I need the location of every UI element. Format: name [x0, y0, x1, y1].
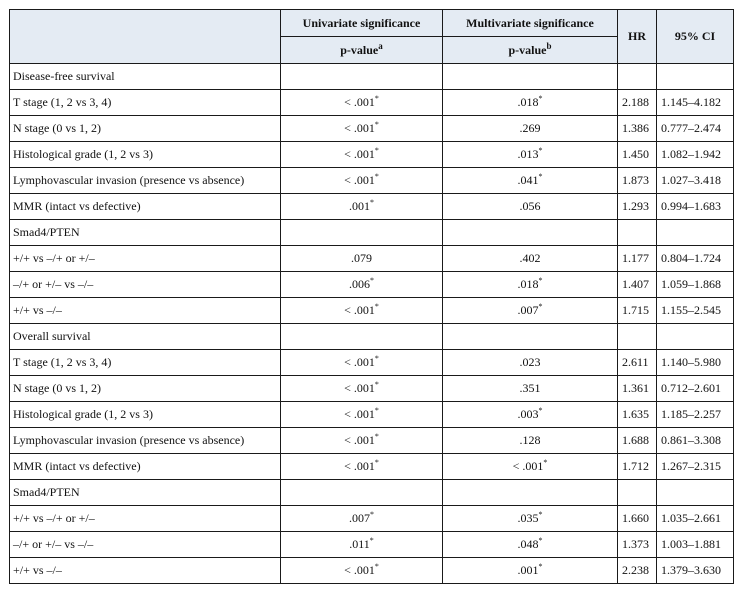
variable-label: N stage (0 vs 1, 2) [10, 376, 281, 402]
univariate-significance-marker: * [374, 146, 379, 155]
univariate-value: .079 [351, 251, 372, 265]
univariate-pvalue [281, 428, 443, 454]
empty-cell [281, 220, 443, 246]
confidence-interval: 1.082–1.942 [657, 142, 734, 168]
univariate-pvalue [281, 246, 443, 272]
table-row [10, 376, 734, 402]
univariate-value: < .001 [344, 303, 375, 317]
section-label: Overall survival [10, 324, 281, 350]
univariate-pvalue [281, 168, 443, 194]
hazard-ratio: 1.873 [618, 168, 657, 194]
multivariate-pvalue [443, 298, 618, 324]
hazard-ratio: 1.450 [618, 142, 657, 168]
table-row [10, 142, 734, 168]
univariate-value: .001 [349, 199, 370, 213]
survival-analysis-table [9, 9, 734, 584]
multivariate-pvalue [443, 246, 618, 272]
table-row [10, 402, 734, 428]
multivariate-value: .035 [517, 511, 539, 525]
hazard-ratio: 1.293 [618, 194, 657, 220]
multivariate-value: < .001 [512, 459, 544, 473]
table-row [10, 350, 734, 376]
header-univariate-pvalue [281, 37, 443, 64]
univariate-value: < .001 [344, 407, 375, 421]
empty-cell [281, 64, 443, 90]
multivariate-significance-marker: * [538, 510, 543, 519]
hazard-ratio: 1.361 [618, 376, 657, 402]
hazard-ratio: 1.373 [618, 532, 657, 558]
hazard-ratio: 2.611 [618, 350, 657, 376]
variable-label: +/+ vs –/+ or +/– [10, 506, 281, 532]
multivariate-significance-marker: * [538, 146, 543, 155]
empty-cell [281, 324, 443, 350]
confidence-interval: 1.140–5.980 [657, 350, 734, 376]
univariate-significance-marker: * [374, 458, 379, 467]
variable-label: Lymphovascular invasion (presence vs absence) [10, 168, 281, 194]
variable-label: N stage (0 vs 1, 2) [10, 116, 281, 142]
confidence-interval: 0.994–1.683 [657, 194, 734, 220]
univariate-pvalue [281, 298, 443, 324]
table-row [10, 298, 734, 324]
multivariate-value: .041 [517, 173, 539, 187]
hazard-ratio: 1.635 [618, 402, 657, 428]
multivariate-pvalue [443, 272, 618, 298]
variable-label: –/+ or +/– vs –/– [10, 272, 281, 298]
multivariate-value: .351 [519, 381, 541, 395]
variable-label: MMR (intact vs defective) [10, 454, 281, 480]
confidence-interval: 1.185–2.257 [657, 402, 734, 428]
variable-label: T stage (1, 2 vs 3, 4) [10, 350, 281, 376]
confidence-interval: 0.777–2.474 [657, 116, 734, 142]
table-row [10, 90, 734, 116]
univariate-significance-marker: * [370, 198, 374, 207]
empty-cell [618, 64, 657, 90]
univariate-value: < .001 [344, 173, 375, 187]
hazard-ratio: 1.177 [618, 246, 657, 272]
header-variable-blank [10, 10, 281, 64]
univariate-significance-marker: * [374, 406, 379, 415]
univariate-pvalue-label: p-value [340, 42, 379, 57]
multivariate-significance-marker: * [543, 458, 548, 467]
header-multivariate: Multivariate significance [443, 10, 618, 37]
univariate-pvalue [281, 402, 443, 428]
univariate-pvalue [281, 506, 443, 532]
variable-label: Histological grade (1, 2 vs 3) [10, 402, 281, 428]
confidence-interval: 1.379–3.630 [657, 558, 734, 584]
confidence-interval: 0.712–2.601 [657, 376, 734, 402]
univariate-footnote-marker: a [378, 40, 383, 51]
univariate-value: .007 [349, 511, 370, 525]
univariate-significance-marker: * [374, 172, 379, 181]
multivariate-footnote-marker: b [546, 40, 552, 51]
multivariate-significance-marker: * [538, 302, 543, 311]
variable-label: +/+ vs –/+ or +/– [10, 246, 281, 272]
multivariate-significance-marker: * [538, 562, 543, 571]
hazard-ratio: 2.188 [618, 90, 657, 116]
multivariate-pvalue-label: p-value [508, 42, 547, 57]
multivariate-pvalue [443, 350, 618, 376]
table-row [10, 532, 734, 558]
univariate-value: < .001 [344, 147, 375, 161]
empty-cell [618, 480, 657, 506]
univariate-significance-marker: * [374, 354, 379, 363]
table-row [10, 506, 734, 532]
multivariate-pvalue [443, 194, 618, 220]
univariate-significance-marker: * [374, 562, 379, 571]
table-row [10, 168, 734, 194]
section-row [10, 64, 734, 90]
confidence-interval: 1.145–4.182 [657, 90, 734, 116]
univariate-pvalue [281, 272, 443, 298]
univariate-pvalue [281, 350, 443, 376]
empty-cell [618, 324, 657, 350]
multivariate-pvalue [443, 558, 618, 584]
univariate-pvalue [281, 90, 443, 116]
variable-label: +/+ vs –/– [10, 298, 281, 324]
multivariate-value: .402 [519, 251, 541, 265]
variable-label: MMR (intact vs defective) [10, 194, 281, 220]
univariate-significance-marker: * [370, 510, 374, 519]
univariate-pvalue [281, 558, 443, 584]
multivariate-pvalue [443, 168, 618, 194]
empty-cell [657, 64, 734, 90]
multivariate-pvalue [443, 376, 618, 402]
multivariate-pvalue [443, 506, 618, 532]
table-row [10, 246, 734, 272]
multivariate-value: .018 [517, 95, 539, 109]
empty-cell [443, 324, 618, 350]
univariate-value: < .001 [344, 355, 375, 369]
univariate-significance-marker: * [369, 536, 374, 545]
empty-cell [443, 220, 618, 246]
univariate-value: < .001 [344, 459, 375, 473]
hazard-ratio: 2.238 [618, 558, 657, 584]
multivariate-significance-marker: * [538, 406, 543, 415]
table-row [10, 116, 734, 142]
multivariate-pvalue [443, 532, 618, 558]
multivariate-value: .023 [519, 355, 541, 369]
confidence-interval: 0.804–1.724 [657, 246, 734, 272]
confidence-interval: 1.035–2.661 [657, 506, 734, 532]
table-row [10, 558, 734, 584]
table-header [10, 10, 734, 64]
multivariate-value: .269 [519, 121, 541, 135]
univariate-significance-marker: * [374, 432, 379, 441]
variable-label: Histological grade (1, 2 vs 3) [10, 142, 281, 168]
multivariate-value: .003 [517, 407, 539, 421]
hazard-ratio: 1.688 [618, 428, 657, 454]
empty-cell [443, 64, 618, 90]
empty-cell [281, 480, 443, 506]
univariate-value: < .001 [344, 563, 375, 577]
univariate-value: .006 [349, 277, 370, 291]
multivariate-significance-marker: * [538, 536, 543, 545]
hazard-ratio: 1.386 [618, 116, 657, 142]
univariate-pvalue [281, 532, 443, 558]
section-row [10, 324, 734, 350]
empty-cell [618, 220, 657, 246]
multivariate-value: .013 [517, 147, 539, 161]
hazard-ratio: 1.660 [618, 506, 657, 532]
multivariate-value: .007 [517, 303, 539, 317]
multivariate-significance-marker: * [538, 276, 543, 285]
table-row [10, 194, 734, 220]
section-label: Smad4/PTEN [10, 220, 281, 246]
univariate-value: < .001 [344, 121, 375, 135]
empty-cell [657, 220, 734, 246]
univariate-significance-marker: * [374, 302, 379, 311]
multivariate-pvalue [443, 116, 618, 142]
hazard-ratio: 1.715 [618, 298, 657, 324]
univariate-value: < .001 [344, 381, 375, 395]
multivariate-pvalue [443, 428, 618, 454]
univariate-pvalue [281, 454, 443, 480]
section-label: Smad4/PTEN [10, 480, 281, 506]
empty-cell [657, 324, 734, 350]
table-row [10, 454, 734, 480]
confidence-interval: 1.003–1.881 [657, 532, 734, 558]
univariate-significance-marker: * [374, 94, 379, 103]
empty-cell [657, 480, 734, 506]
section-row [10, 480, 734, 506]
section-row [10, 220, 734, 246]
table-body [10, 64, 734, 584]
multivariate-value: .018 [517, 277, 539, 291]
univariate-pvalue [281, 142, 443, 168]
hazard-ratio: 1.712 [618, 454, 657, 480]
table-container [9, 9, 734, 584]
univariate-value: .011 [349, 537, 370, 551]
section-label: Disease-free survival [10, 64, 281, 90]
univariate-value: < .001 [344, 433, 375, 447]
univariate-significance-marker: * [374, 120, 379, 129]
header-multivariate-pvalue [443, 37, 618, 64]
confidence-interval: 1.267–2.315 [657, 454, 734, 480]
univariate-value: < .001 [344, 95, 375, 109]
empty-cell [443, 480, 618, 506]
table-row [10, 272, 734, 298]
multivariate-pvalue [443, 402, 618, 428]
variable-label: –/+ or +/– vs –/– [10, 532, 281, 558]
multivariate-significance-marker: * [538, 172, 543, 181]
variable-label: +/+ vs –/– [10, 558, 281, 584]
header-hr: HR [618, 10, 657, 64]
multivariate-pvalue [443, 90, 618, 116]
univariate-significance-marker: * [370, 276, 374, 285]
univariate-pvalue [281, 376, 443, 402]
variable-label: T stage (1, 2 vs 3, 4) [10, 90, 281, 116]
confidence-interval: 1.027–3.418 [657, 168, 734, 194]
variable-label: Lymphovascular invasion (presence vs absence) [10, 428, 281, 454]
multivariate-value: .128 [519, 433, 541, 447]
confidence-interval: 1.059–1.868 [657, 272, 734, 298]
multivariate-value: .056 [519, 199, 541, 213]
univariate-significance-marker: * [374, 380, 379, 389]
confidence-interval: 0.861–3.308 [657, 428, 734, 454]
multivariate-significance-marker: * [538, 94, 543, 103]
multivariate-pvalue [443, 142, 618, 168]
confidence-interval: 1.155–2.545 [657, 298, 734, 324]
univariate-pvalue [281, 116, 443, 142]
header-univariate: Univariate significance [281, 10, 443, 37]
hazard-ratio: 1.407 [618, 272, 657, 298]
header-ci: 95% CI [657, 10, 734, 64]
multivariate-pvalue [443, 454, 618, 480]
table-row [10, 428, 734, 454]
multivariate-value: .048 [517, 537, 539, 551]
multivariate-value: .001 [517, 563, 539, 577]
univariate-pvalue [281, 194, 443, 220]
